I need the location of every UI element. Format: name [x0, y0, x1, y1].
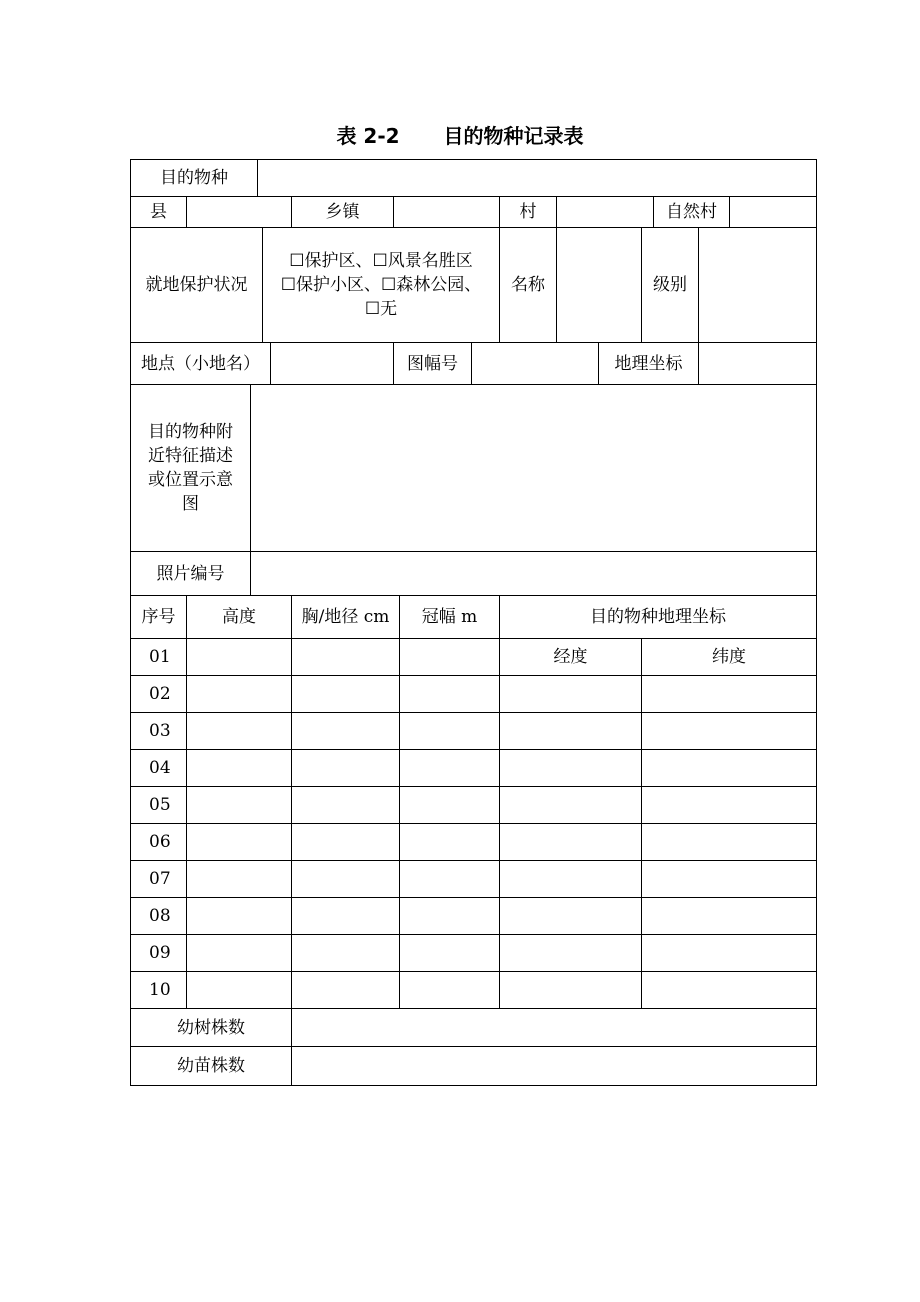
- header-latitude: 纬度: [712, 647, 746, 667]
- sapling-count-field[interactable]: [292, 1009, 816, 1046]
- table-rule: [130, 675, 817, 676]
- seedling-count-label: 幼苗株数: [177, 1056, 245, 1076]
- county-field[interactable]: [187, 197, 291, 227]
- sapling-count-label: 幼树株数: [177, 1017, 245, 1038]
- natural-village-field[interactable]: [730, 197, 816, 227]
- township-label: 乡镇: [325, 202, 360, 222]
- protection-options-line: ☐保护小区、☐森林公园、: [280, 275, 482, 295]
- description-line: 目的物种附: [148, 422, 233, 442]
- row-number: 05: [149, 795, 171, 815]
- township-field[interactable]: [394, 197, 499, 227]
- row-number: 03: [149, 721, 171, 741]
- natural-village-label: 自然村: [666, 202, 717, 222]
- county-label: 县: [150, 202, 167, 222]
- protection-options-line: ☐保护区、☐风景名胜区: [289, 251, 473, 271]
- table-rule: [130, 897, 817, 898]
- description-line: 或位置示意: [148, 470, 233, 490]
- species-label: 目的物种: [160, 168, 228, 188]
- row-number: 09: [149, 943, 171, 963]
- row-number: 04: [149, 758, 171, 778]
- protection-options[interactable]: [263, 228, 499, 342]
- row-number: 06: [149, 832, 171, 852]
- description-label: [131, 385, 250, 551]
- level-label: 级别: [653, 275, 687, 295]
- table-rule: [186, 595, 187, 1009]
- protection-options-line: ☐无: [364, 299, 398, 319]
- name-label: 名称: [511, 275, 545, 295]
- row-number: 01: [149, 647, 171, 667]
- description-field[interactable]: [251, 385, 816, 551]
- table-rule: [130, 749, 817, 750]
- location-label: 地点（小地名）: [141, 353, 260, 374]
- photo-no-field[interactable]: [251, 552, 816, 595]
- header-species-coord: 目的物种地理坐标: [590, 607, 726, 627]
- village-field[interactable]: [557, 197, 653, 227]
- header-height: 高度: [222, 607, 256, 627]
- table-rule: [399, 595, 400, 1009]
- geo-coord-label: 地理坐标: [614, 353, 683, 374]
- table-border-bottom: [130, 1085, 817, 1086]
- table-rule: [130, 786, 817, 787]
- table-rule: [130, 860, 817, 861]
- protection-status-label: 就地保护状况: [145, 275, 248, 295]
- geo-coord-field[interactable]: [699, 343, 816, 384]
- row-number: 07: [149, 869, 171, 889]
- header-longitude: 经度: [553, 647, 588, 667]
- table-rule: [130, 971, 817, 972]
- table-rule: [130, 712, 817, 713]
- photo-no-label: 照片编号: [156, 563, 225, 584]
- table-rule: [130, 823, 817, 824]
- table-border-right: [816, 159, 817, 1086]
- row-number: 08: [149, 906, 171, 926]
- table-rule: [130, 934, 817, 935]
- table-rule: [641, 638, 642, 1009]
- header-dbh: 胸/地径 cm: [301, 607, 390, 627]
- species-field[interactable]: [258, 160, 816, 196]
- name-field[interactable]: [557, 228, 641, 342]
- header-crown: 冠幅 m: [421, 607, 478, 627]
- village-label: 村: [519, 202, 537, 222]
- row-number: 02: [149, 684, 171, 704]
- map-sheet-field[interactable]: [472, 343, 598, 384]
- row-number: 10: [149, 980, 171, 1000]
- description-line: 近特征描述: [148, 446, 233, 466]
- description-line: 图: [182, 494, 199, 514]
- page-title: 表 2-2 目的物种记录表: [336, 124, 584, 148]
- header-serial: 序号: [141, 607, 176, 627]
- seedling-count-field[interactable]: [292, 1047, 816, 1085]
- location-field[interactable]: [271, 343, 393, 384]
- map-sheet-label: 图幅号: [407, 353, 458, 374]
- level-field[interactable]: [699, 228, 816, 342]
